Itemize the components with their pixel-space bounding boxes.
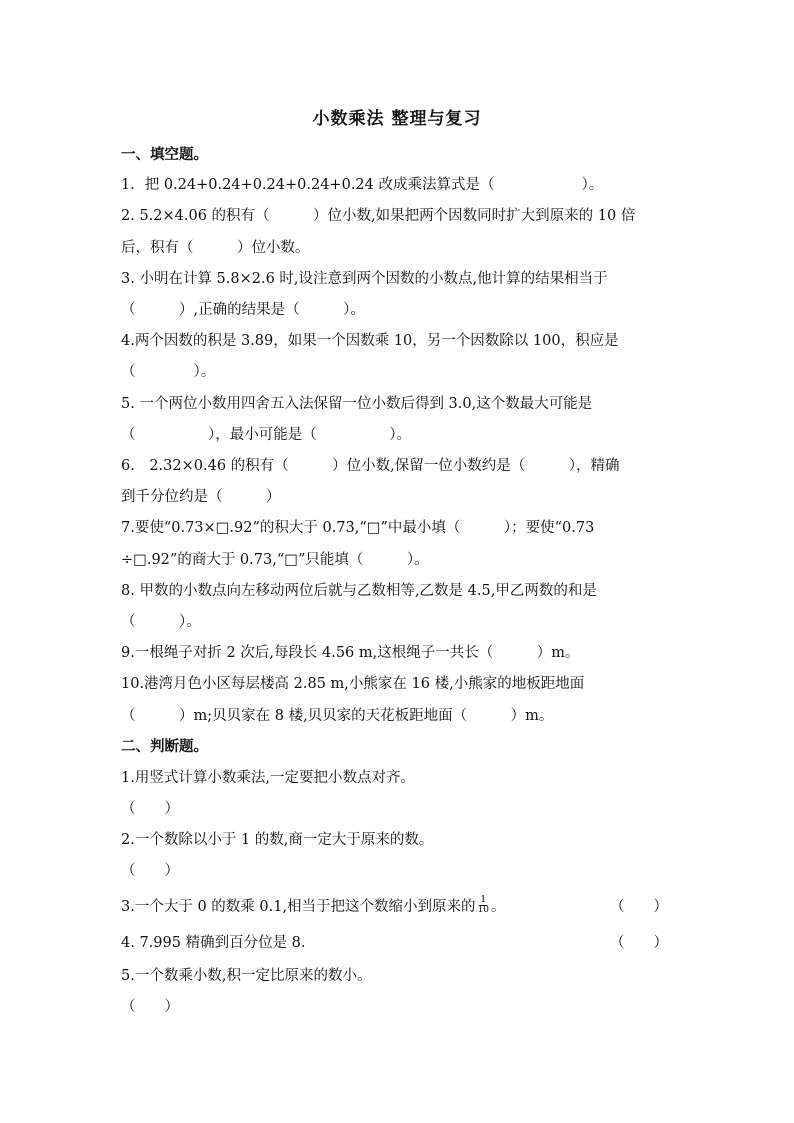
judgment-4: 4. 7.995 精确到百分位是 8. <box>121 935 306 951</box>
judgment-5-answer-bracket: （ ） <box>121 999 179 1015</box>
fraction-numerator: 1 <box>480 894 487 905</box>
question-1: 1．把 0.24+0.24+0.24+0.24+0.24 改成乘法算式是（ ）。 <box>121 177 604 193</box>
question-4-line-1: 4.两个因数的积是 3.89，如果一个因数乘 10，另一个因数除以 100，积应是 <box>121 333 619 349</box>
question-5-line-2: （ ），最小可能是（ ）。 <box>121 427 411 443</box>
question-10-line-1: 10.港湾月色小区每层楼高 2.85 m,小熊家在 16 楼,小熊家的地板距地面 <box>121 676 585 692</box>
question-3-line-2: （ ）,正确的结果是（ ）。 <box>121 302 365 318</box>
judgment-3-text: 3.一个大于 0 的数乘 0.1,相当于把这个数缩小到原来的 <box>121 899 476 915</box>
judgment-1: 1.用竖式计算小数乘法,一定要把小数点对齐。 <box>121 770 415 786</box>
question-3-line-1: 3. 小明在计算 5.8×2.6 时,设注意到两个因数的小数点,他计算的结果相当于 <box>121 271 608 287</box>
judgment-4-answer-bracket: （ ） <box>610 935 668 951</box>
question-4-line-2: （ ）。 <box>121 364 216 380</box>
judgment-1-answer-bracket: （ ） <box>121 801 179 817</box>
question-2-line-2: 后，积有（ ）位小数。 <box>121 240 310 256</box>
question-5-line-1: 5. 一个两位小数用四舍五入法保留一位小数后得到 3.0,这个数最大可能是 <box>121 396 593 412</box>
fraction-denominator: 10 <box>477 904 490 915</box>
section-fill-blank-heading: 一、填空题。 <box>121 146 208 163</box>
question-8-line-1: 8. 甲数的小数点向左移动两位后就与乙数相等,乙数是 4.5,甲乙两数的和是 <box>121 583 597 599</box>
question-7-line-2: ÷□.92”的商大于 0.73,“□”只能填（ ）。 <box>121 552 429 568</box>
judgment-2-answer-bracket: （ ） <box>121 863 179 879</box>
judgment-3-end: 。 <box>491 899 506 915</box>
question-6-line-2: 到千分位约是（ ） <box>121 489 281 505</box>
question-8-line-2: （ ）。 <box>121 614 201 630</box>
question-6-line-1: 6. 2.32×0.46 的积有（ ）位小数,保留一位小数约是（ ），精确 <box>121 458 620 474</box>
question-7-line-1: 7.要使“0.73×□.92”的积大于 0.73,“□”中最小填（ ）；要使“0.73 <box>121 520 595 536</box>
page-title: 小数乘法 整理与复习 <box>312 109 482 129</box>
question-9: 9.一根绳子对折 2 次后,每段长 4.56 m,这根绳子一共长（ ）m。 <box>121 645 580 661</box>
section-true-false-heading: 二、判断题。 <box>121 738 208 755</box>
question-2-line-1: 2. 5.2×4.06 的积有（ ）位小数,如果把两个因数同时扩大到原来的 10 倍 <box>121 208 636 224</box>
judgment-3-answer-bracket: （ ） <box>610 899 668 915</box>
judgment-2: 2.一个数除以小于 1 的数,商一定大于原来的数。 <box>121 832 434 848</box>
judgment-5: 5.一个数乘小数,积一定比原来的数小。 <box>121 968 372 984</box>
one-tenth-fraction <box>477 896 490 915</box>
judgment-3 <box>121 894 506 917</box>
question-10-line-2: （ ）m;贝贝家在 8 楼,贝贝家的天花板距地面（ ）m。 <box>121 708 554 724</box>
